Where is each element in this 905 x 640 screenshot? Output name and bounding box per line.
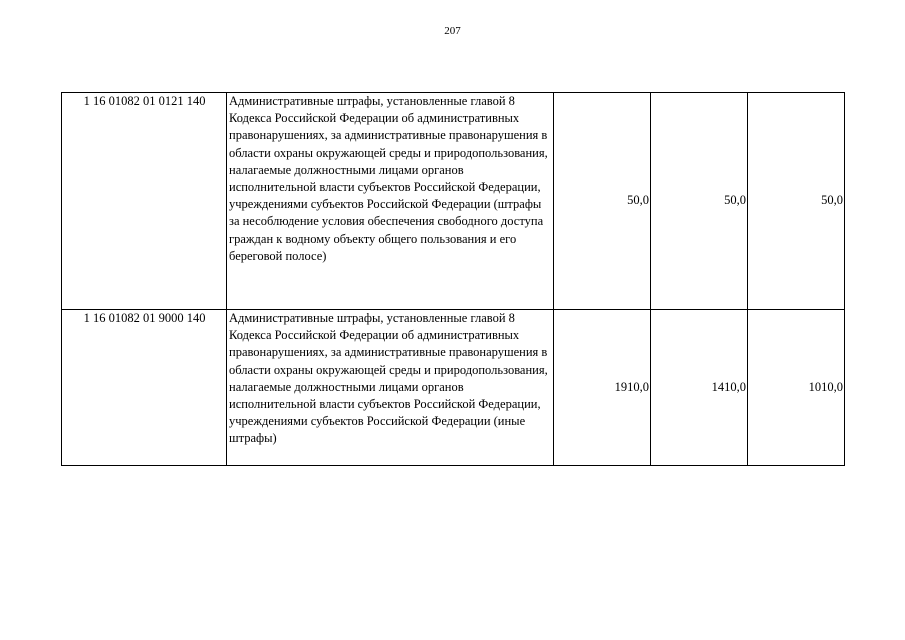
budget-classification-code: 1 16 01082 01 9000 140 xyxy=(62,310,227,466)
revenue-description: Административные штрафы, установленные главой 8 Кодекса Российской Федерации об административных правонарушениях, за административные правонарушения в области охраны окружающей среды и природопользования, налагаемые должностными лицами органов исполнительной власти субъектов Российской Федерации, учреждениями субъектов Российской Федерации (иные штрафы) xyxy=(227,310,554,466)
amount-year-3: 50,0 xyxy=(748,93,845,310)
table-row xyxy=(62,93,845,310)
amount-year-1: 1910,0 xyxy=(554,310,651,466)
amount-year-1: 50,0 xyxy=(554,93,651,310)
revenue-description: Административные штрафы, установленные главой 8 Кодекса Российской Федерации об административных правонарушениях, за административные правонарушения в области охраны окружающей среды и природопользования, налагаемые должностными лицами органов исполнительной власти субъектов Российской Федерации, учреждениями субъектов Российской Федерации (штрафы за несоблюдение условия обеспечения свободного доступа граждан к водному объекту общего пользования и его береговой полосе) xyxy=(227,93,554,310)
table-row xyxy=(62,310,845,466)
amount-year-2: 1410,0 xyxy=(651,310,748,466)
amount-year-3: 1010,0 xyxy=(748,310,845,466)
budget-table xyxy=(61,92,845,466)
page-number: 207 xyxy=(444,25,461,37)
amount-year-2: 50,0 xyxy=(651,93,748,310)
budget-classification-code: 1 16 01082 01 0121 140 xyxy=(62,93,227,310)
